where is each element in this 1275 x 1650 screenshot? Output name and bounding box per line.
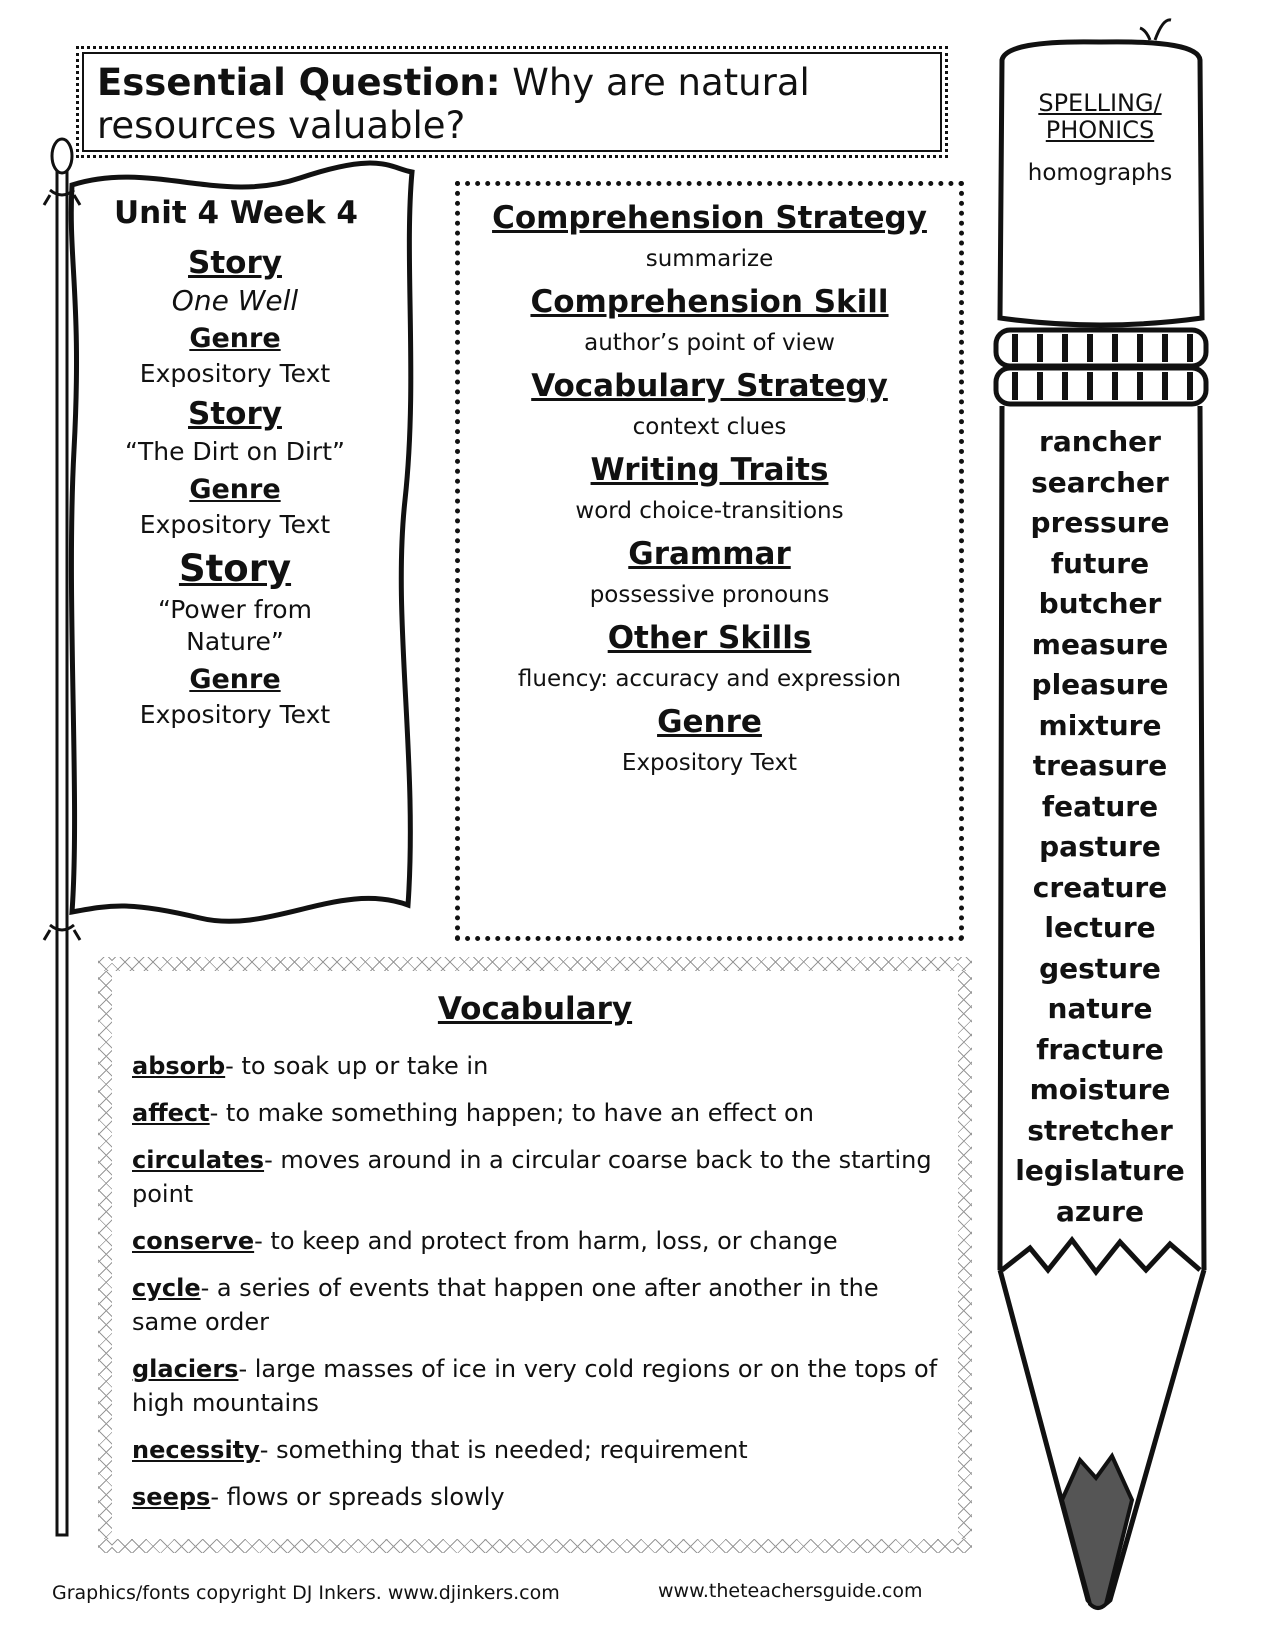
skill-value-comprehension-skill: author’s point of view: [584, 330, 835, 356]
spelling-word: azure: [1056, 1194, 1144, 1228]
vocab-term: necessity: [132, 1436, 260, 1464]
spelling-word: legislature: [1015, 1154, 1185, 1187]
vocab-term: glaciers: [132, 1355, 239, 1383]
spelling-word: creature: [1032, 870, 1168, 904]
footer-copyright: Graphics/fonts copyright DJ Inkers. www.djinkers.com: [52, 1582, 560, 1604]
skill-label-vocabulary-strategy: Vocabulary Strategy: [531, 368, 888, 404]
genre-value-3: Expository Text: [139, 700, 331, 729]
skill-label-comprehension-skill: Comprehension Skill: [530, 284, 889, 320]
skill-value-genre: Expository Text: [621, 750, 798, 776]
spelling-word: pleasure: [1031, 668, 1169, 701]
pencil-wood-edge: [1002, 1240, 1200, 1272]
pencil-ferrule-band-1: [996, 330, 1206, 366]
spelling-word: fracture: [1036, 1032, 1164, 1066]
spelling-label-line2: PHONICS: [1045, 116, 1155, 144]
skill-label-comprehension-strategy: Comprehension Strategy: [492, 200, 927, 236]
pencil-graphite-tip: [1062, 1456, 1132, 1608]
vocab-term: seeps: [132, 1483, 211, 1511]
skill-value-vocabulary-strategy: context clues: [632, 414, 787, 440]
genre-label-1: Genre: [189, 323, 281, 354]
vocabulary-title: Vocabulary: [437, 991, 633, 1027]
skill-label-genre: Genre: [657, 704, 762, 740]
pencil-ferrule-band-2: [996, 368, 1206, 404]
spelling-word: lecture: [1044, 911, 1156, 944]
spelling-word: moisture: [1029, 1073, 1171, 1106]
spelling-word-list: [1010, 422, 1190, 1232]
skill-value-other-skills: fluency: accuracy and expression: [517, 666, 902, 692]
spelling-phonics-panel: [1005, 90, 1195, 186]
spelling-word: pasture: [1039, 830, 1161, 863]
vocab-definition: - to keep and protect from harm, loss, or change: [254, 1227, 838, 1255]
story-title-3: “Power from Nature”: [158, 595, 312, 656]
skill-value-writing-traits: word choice-transitions: [575, 498, 844, 524]
spelling-word: mixture: [1038, 708, 1162, 742]
essential-question-label: Essential Question:: [97, 61, 501, 104]
story-label-2: Story: [188, 396, 282, 432]
spelling-word: stretcher: [1027, 1113, 1173, 1147]
spelling-word: measure: [1031, 627, 1169, 661]
vocab-definition: - to make something happen; to have an effect on: [209, 1099, 814, 1127]
spelling-word: feature: [1041, 789, 1159, 823]
spelling-word: searcher: [1031, 465, 1169, 499]
vocab-definition: - flows or spreads slowly: [210, 1483, 505, 1511]
spelling-word: butcher: [1038, 587, 1162, 620]
vocab-term: cycle: [132, 1274, 201, 1302]
vocab-definition: - large masses of ice in very cold regions or on the tops of high mountains: [132, 1355, 938, 1417]
genre-label-3: Genre: [189, 664, 281, 695]
vocab-definition: - to soak up or take in: [225, 1052, 489, 1080]
vocab-definition: - something that is needed; requirement: [259, 1436, 748, 1464]
skill-value-comprehension-strategy: summarize: [645, 246, 774, 272]
story-label-1: Story: [188, 245, 282, 281]
spelling-label-line1: SPELLING/: [1038, 89, 1162, 117]
skill-value-grammar: possessive pronouns: [589, 582, 830, 608]
spelling-word: nature: [1047, 992, 1153, 1025]
spelling-word: future: [1050, 546, 1150, 580]
footer-website: www.theteachersguide.com: [658, 1580, 923, 1602]
vocab-term: circulates: [132, 1146, 265, 1174]
story-title-2: “The Dirt on Dirt”: [125, 437, 345, 466]
spelling-focus: homographs: [1027, 160, 1173, 186]
story-label-3: Story: [178, 547, 292, 590]
genre-value-1: Expository Text: [139, 359, 331, 388]
unit-week-title: Unit 4 Week 4: [114, 195, 358, 231]
essential-question-text: Why are natural resources valuable?: [97, 61, 810, 147]
genre-value-2: Expository Text: [139, 510, 331, 539]
story-title-1: One Well: [171, 284, 299, 317]
spelling-word: treasure: [1032, 749, 1168, 782]
vocab-term: absorb: [132, 1052, 226, 1080]
vocab-term: conserve: [132, 1227, 255, 1255]
spelling-word: rancher: [1039, 425, 1161, 458]
skill-label-other-skills: Other Skills: [607, 620, 812, 656]
spelling-word: pressure: [1030, 506, 1170, 539]
vocab-definition: - moves around in a circular coarse back to the starting point: [132, 1146, 932, 1208]
skill-label-writing-traits: Writing Traits: [590, 452, 829, 488]
spelling-word: gesture: [1039, 951, 1161, 985]
genre-label-2: Genre: [189, 474, 281, 505]
skill-label-grammar: Grammar: [628, 536, 791, 572]
vocab-definition: - a series of events that happen one after another in the same order: [132, 1274, 879, 1336]
vocab-term: affect: [132, 1099, 210, 1127]
pencil-eraser-wisp: [1140, 20, 1171, 40]
